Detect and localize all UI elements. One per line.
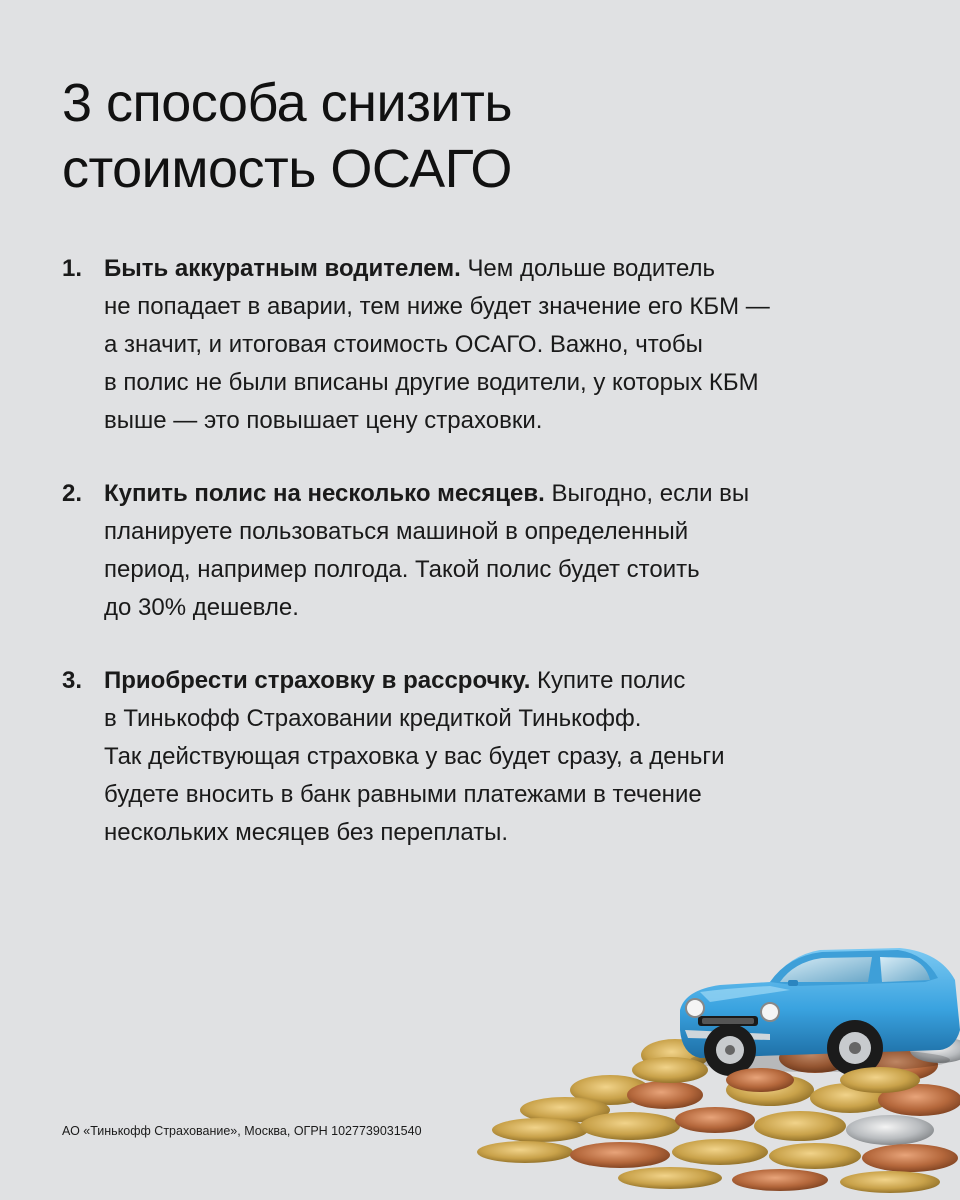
tip-text: в Тинькофф Страховании кредиткой Тинькофф. — [104, 705, 642, 732]
tip-text: период, например полгода. Такой полис будет стоить — [104, 556, 700, 583]
tip-text: выше — это повышает цену страховки. — [104, 407, 543, 434]
coin — [672, 1139, 768, 1165]
tip-text: планируете пользоваться машиной в определенный — [104, 518, 689, 545]
coin — [754, 1111, 846, 1141]
tip-item — [62, 475, 902, 627]
tip-heading: Приобрести страховку в рассрочку. — [104, 667, 531, 694]
title-line-1: 3 способа снизить — [62, 73, 512, 133]
tip-text: Так действующая страховка у вас будет сразу, а деньги — [104, 743, 725, 770]
coin — [675, 1107, 755, 1133]
coin — [726, 1068, 794, 1092]
legal-disclaimer: АО «Тинькофф Страхование», Москва, ОГРН 1027739031540 — [62, 1124, 422, 1138]
coin — [732, 1169, 828, 1191]
tip-text: до 30% дешевле. — [104, 594, 299, 621]
coin — [570, 1142, 670, 1168]
coin — [627, 1081, 703, 1109]
coin — [477, 1141, 573, 1163]
coin — [862, 1144, 958, 1172]
tip-text: будете вносить в банк равными платежами в течение — [104, 781, 702, 808]
coin — [632, 1057, 708, 1083]
tips-list — [62, 250, 902, 887]
tip-text: Выгодно, если вы — [551, 480, 750, 507]
title-line-2: стоимость ОСАГО — [62, 139, 512, 199]
blue-car — [680, 948, 960, 1076]
tip-text: а значит, и итоговая стоимость ОСАГО. Важно, чтобы — [104, 331, 703, 358]
tip-item — [62, 250, 902, 440]
tip-item — [62, 662, 902, 852]
tip-heading: Быть аккуратным водителем. — [104, 255, 461, 282]
tip-number: 1. — [62, 255, 83, 282]
coin — [769, 1143, 861, 1169]
tip-text: не попадает в аварии, тем ниже будет значение его КБМ — — [104, 293, 770, 320]
tip-first-line — [104, 250, 902, 288]
tip-text: в полис не были вписаны другие водители, у которых КБМ — [104, 369, 759, 396]
coin — [840, 1067, 920, 1093]
tip-first-line — [104, 475, 902, 513]
coin — [492, 1118, 588, 1142]
coin — [618, 1167, 722, 1189]
coin — [580, 1112, 680, 1140]
tip-text: нескольких месяцев без переплаты. — [104, 819, 509, 846]
tip-number: 3. — [62, 667, 83, 694]
page-title — [62, 70, 902, 202]
tip-number: 2. — [62, 480, 83, 507]
tip-text: Купите полис — [537, 667, 686, 694]
tip-first-line — [104, 662, 902, 700]
coin — [840, 1171, 940, 1193]
tip-text: Чем дольше водитель — [467, 255, 716, 282]
tip-heading: Купить полис на несколько месяцев. — [104, 480, 545, 507]
car-on-coins-illustration — [470, 930, 960, 1200]
coin — [846, 1115, 934, 1145]
